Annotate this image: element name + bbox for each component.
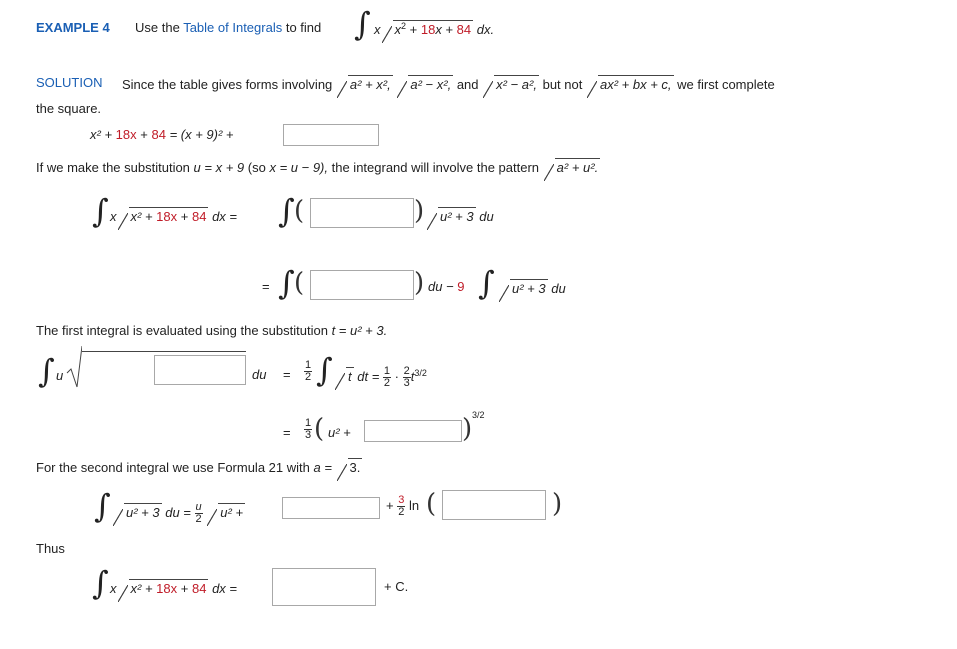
var-x2: x — [394, 22, 401, 37]
l1-rad2: u² + 3 — [440, 209, 474, 224]
form-4: ax² + bx + c, — [599, 77, 672, 92]
sub-text-1: If we make the substitution — [36, 160, 190, 175]
l2-du: du — [551, 281, 566, 296]
ln: ln — [408, 497, 420, 513]
l1-plus: + — [180, 209, 189, 224]
second-integral-text — [36, 458, 362, 475]
var-x3: x — [435, 22, 442, 37]
sqrt-bar — [82, 351, 246, 352]
plus: + — [445, 22, 454, 37]
answer-input-5[interactable] — [364, 420, 462, 442]
thus-x: x — [110, 581, 117, 596]
line2-rhs — [428, 279, 465, 294]
fi-du: du — [252, 367, 267, 382]
sqrt-sign — [66, 345, 82, 389]
table-of-integrals-link[interactable]: Table of Integrals — [183, 20, 283, 35]
integral-sign: ∫ — [354, 5, 371, 43]
line2-eq: = — [262, 279, 270, 294]
complete-square — [90, 127, 234, 142]
half2-num: 1 — [383, 365, 391, 377]
answer-input-4[interactable] — [154, 355, 246, 385]
sub-text-2: (so — [247, 160, 266, 175]
open-paren: ( — [294, 196, 305, 226]
l1-du: du — [479, 209, 494, 224]
close-paren: ) — [414, 268, 425, 298]
form-3: x² − a², — [496, 77, 537, 92]
half2-den: 2 — [383, 377, 391, 389]
l1-b: 18x — [156, 209, 178, 224]
integral-sign: ∫ — [316, 351, 333, 389]
si-text: For the second integral we use Formula 21 with — [36, 460, 310, 475]
and-word: and — [456, 77, 479, 92]
example-text-after: to find — [285, 20, 322, 35]
cs-plus: + — [140, 127, 148, 142]
fr-eq: = — [283, 425, 291, 440]
fr-third — [304, 418, 312, 441]
close-paren: ) — [552, 489, 563, 519]
l1-c: 84 — [191, 209, 207, 224]
integral-sign: ∫ — [38, 352, 55, 390]
coef-c: 84 — [456, 22, 472, 37]
open-paren: ( — [294, 268, 305, 298]
integral-sign: ∫ — [478, 264, 495, 302]
first-integral-text — [36, 323, 387, 338]
coef-b: 18 — [420, 22, 436, 37]
answer-input-7[interactable] — [442, 490, 546, 520]
fi-eq: = — [283, 367, 291, 382]
integral-sign: ∫ — [92, 564, 109, 602]
fr-exp: 3/2 — [472, 410, 485, 420]
thus-label: Thus — [36, 541, 65, 556]
si-rad2: u² + — [220, 504, 244, 520]
example-text-before: Use the — [135, 20, 180, 35]
cs-lhs-c: 84 — [151, 127, 166, 142]
integral-sign: ∫ — [92, 192, 109, 230]
open-paren: ( — [314, 414, 325, 444]
cs-rhs: = (x + 9)² + — [169, 127, 234, 142]
form-1: a² + x², — [349, 77, 391, 92]
si-rhs — [386, 495, 419, 518]
t32: t — [410, 368, 415, 384]
integral-sign: ∫ — [278, 264, 295, 302]
l2-rad: u² + 3 — [512, 281, 546, 296]
thus-plus: + — [180, 581, 189, 596]
fr-u2: u² + — [328, 425, 351, 440]
exp-32: 3/2 — [414, 367, 427, 378]
twothirds-num: 2 — [403, 365, 410, 377]
three-den: 2 — [398, 506, 405, 518]
thus-b: 18x — [156, 581, 178, 596]
plus: + — [409, 22, 418, 37]
l2-du-minus: du − — [428, 279, 454, 294]
dx: dx. — [476, 22, 495, 37]
fi-half — [304, 360, 312, 383]
half-num: 1 — [305, 359, 312, 371]
l1-rad: x² + — [130, 209, 153, 224]
integral-sign: ∫ — [278, 192, 295, 230]
answer-input-2[interactable] — [310, 198, 414, 228]
dt-eq: dt = — [357, 368, 380, 384]
thus-rad: x² + — [130, 581, 153, 596]
u-den: 2 — [195, 513, 202, 525]
sqrt-t: t — [348, 368, 352, 384]
si-a-eq: a = — [313, 460, 332, 475]
fi-text: The first integral is evaluated using the substitution — [36, 323, 328, 338]
answer-input-3[interactable] — [310, 270, 414, 300]
solution-text-3: the square. — [36, 101, 102, 116]
sub-pattern: a² + u². — [556, 160, 599, 175]
close-paren: ) — [414, 196, 425, 226]
l1-x: x — [110, 209, 117, 224]
si-rad: u² + 3 — [126, 504, 160, 520]
line1-rhs — [426, 207, 494, 224]
l1-dx: dx = — [212, 209, 238, 224]
si-plus: + — [386, 497, 394, 513]
sub-text-3: the integrand will involve the pattern — [331, 160, 540, 175]
half-den: 2 — [305, 371, 312, 383]
example-integrand: x $x^2 + 18x + 84$ dx. — [374, 21, 495, 37]
si-lhs — [112, 502, 245, 525]
fi-sqrt-t — [334, 366, 427, 389]
line1-lhs — [110, 207, 237, 224]
si-du-eq: du = — [165, 504, 191, 520]
cs-lhs-b: 18x — [115, 127, 137, 142]
example-label: EXAMPLE 4 — [36, 20, 110, 35]
solution-text-1: Since the table gives forms involving — [122, 77, 333, 92]
integral-sign: ∫ — [94, 487, 111, 525]
close-paren: ) — [462, 414, 473, 444]
thus-c: 84 — [191, 581, 207, 596]
answer-input-6[interactable] — [282, 497, 380, 519]
but-not-word: but not — [542, 77, 583, 92]
var-x: x — [374, 22, 381, 37]
third-num: 1 — [305, 417, 312, 429]
u-num: u — [195, 501, 202, 513]
thus-dx: dx = — [212, 581, 238, 596]
solution-text — [122, 75, 775, 92]
three-num: 3 — [398, 494, 405, 506]
fi-u: u — [56, 368, 64, 383]
thus-plus-c: + C. — [384, 579, 409, 594]
sub-inverse: x = u − 9), — [269, 160, 328, 175]
answer-input-8[interactable] — [272, 568, 376, 606]
solution-text-2: we first complete — [677, 77, 775, 92]
example-text — [135, 20, 321, 35]
l2-nine: 9 — [457, 279, 465, 294]
thus-lhs — [110, 579, 237, 596]
answer-input-1[interactable] — [283, 124, 379, 146]
cs-lhs-x: x² + — [90, 127, 113, 142]
fi-sub: t = u² + 3. — [331, 323, 388, 338]
solution-label: SOLUTION — [36, 75, 103, 90]
open-paren: ( — [426, 489, 437, 519]
twothirds-den: 3 — [403, 377, 410, 389]
si-a-val: 3. — [349, 460, 361, 475]
sub-expr: u = x + 9 — [193, 160, 245, 175]
dot: · — [394, 368, 400, 384]
line2-integrand — [498, 279, 566, 296]
third-den: 3 — [305, 429, 312, 441]
substitution-text — [36, 158, 600, 175]
form-2: a² − x², — [410, 77, 452, 92]
